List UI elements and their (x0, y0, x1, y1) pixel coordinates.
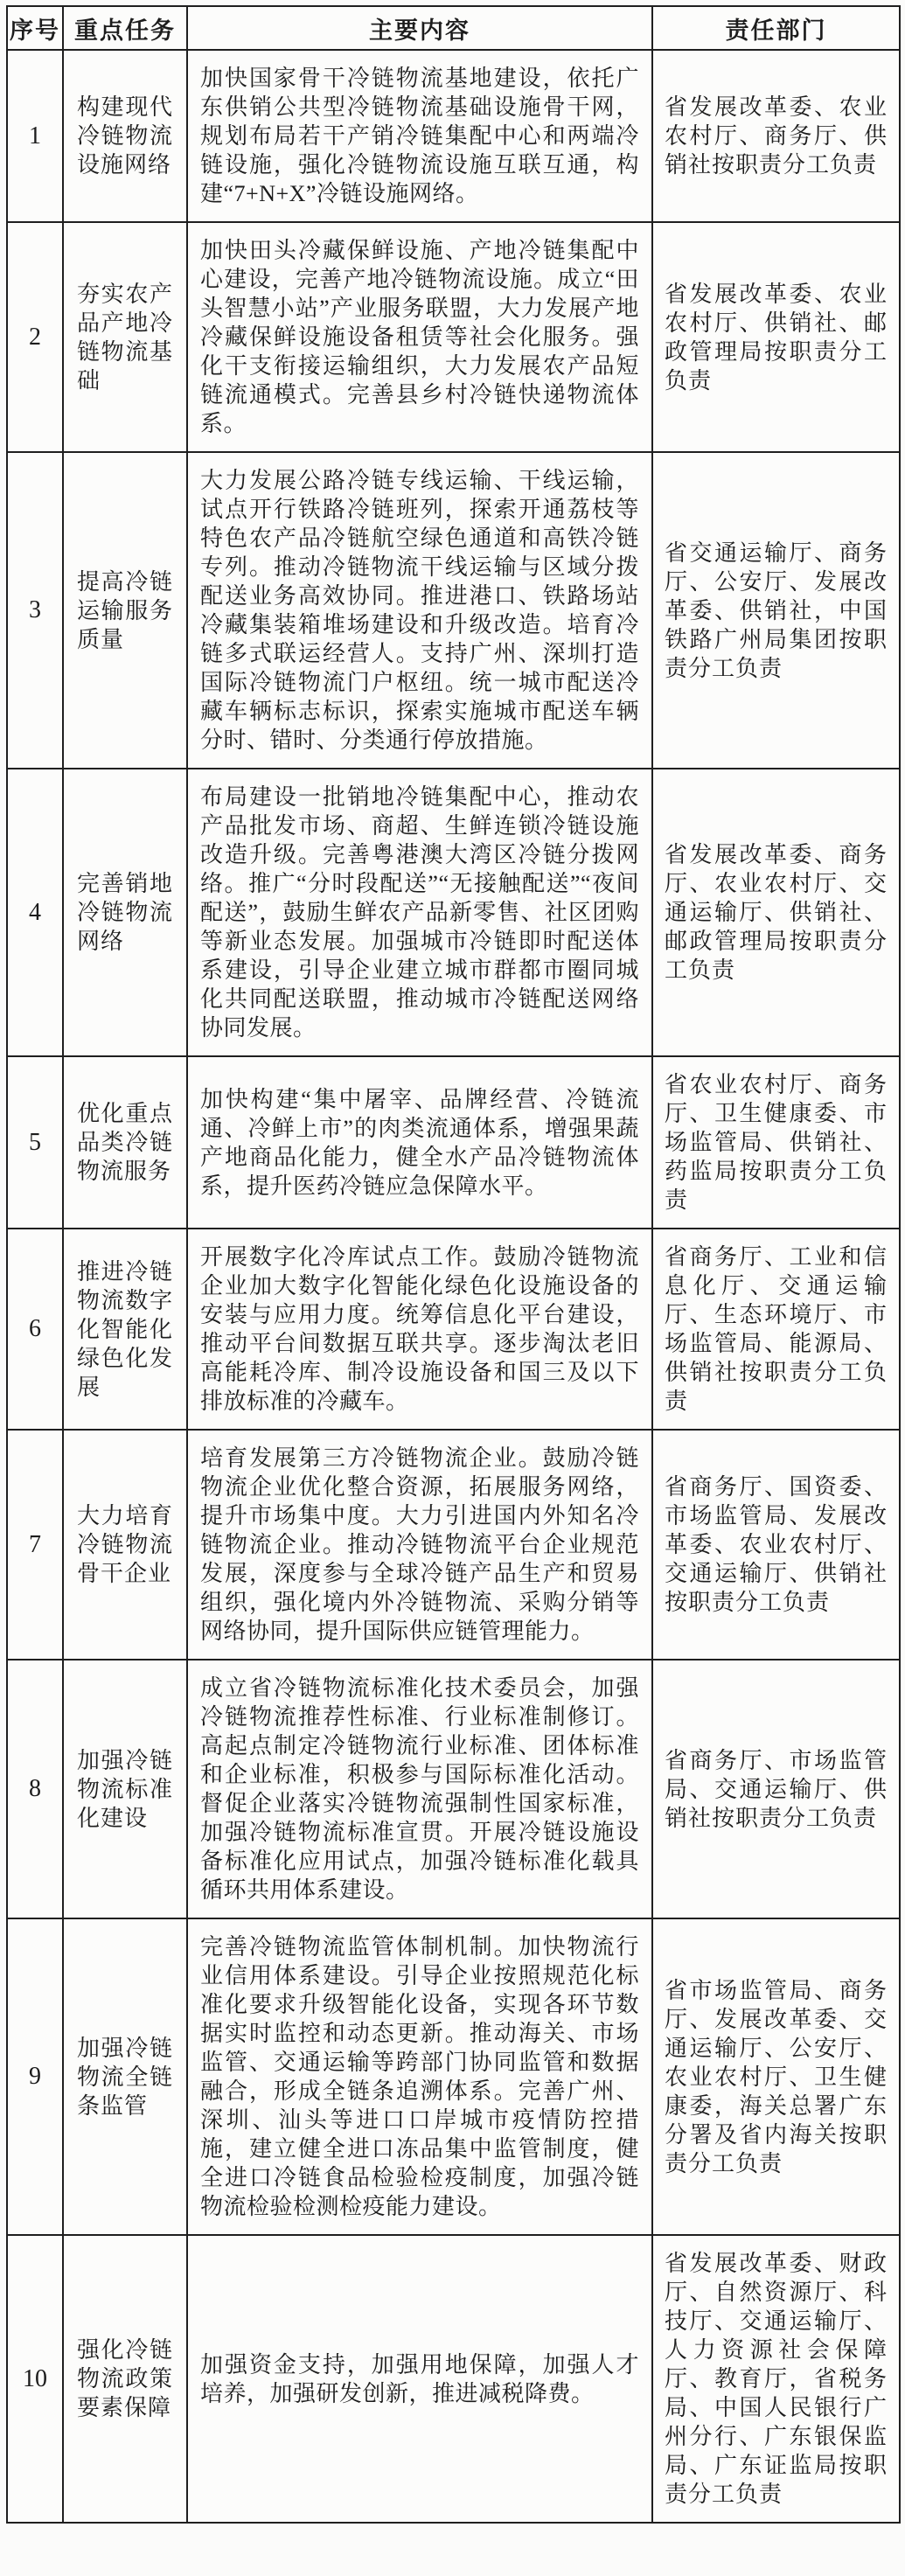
table-row (7, 1430, 900, 1660)
row-content: 培育发展第三方冷链物流企业。鼓励冷链物流企业优化整合资源，拓展服务网络，提升市场集中度。大力引进国内外知名冷链物流企业。推动冷链物流平台企业规范发展，深度参与全球冷链产品生产和贸易组织，强化境内外冷链物流、采购分销等网络协同，提升国际供应链管理能力。 (187, 1430, 652, 1660)
row-department: 省发展改革委、农业农村厅、商务厅、供销社按职责分工负责 (652, 50, 900, 222)
row-number: 7 (7, 1430, 63, 1660)
row-content: 开展数字化冷库试点工作。鼓励冷链物流企业加大数字化智能化绿色化设施设备的安装与应用力度。统筹信息化平台建设，推动平台间数据互联共享。逐步淘汰老旧高能耗冷库、制冷设施设备和国三及以下排放标准的冷藏车。 (187, 1229, 652, 1430)
row-content: 加快构建“集中屠宰、品牌经营、冷链流通、冷鲜上市”的肉类流通体系，增强果蔬产地商品化能力，健全水产品冷链物流体系，提升医药冷链应急保障水平。 (187, 1056, 652, 1229)
key-tasks-table (6, 5, 901, 2524)
row-number: 6 (7, 1229, 63, 1430)
row-department: 省商务厅、工业和信息化厅、交通运输厅、生态环境厅、市场监管局、能源局、供销社按职责分工负责 (652, 1229, 900, 1430)
row-number: 8 (7, 1660, 63, 1918)
row-task: 强化冷链物流政策要素保障 (63, 2235, 187, 2523)
row-task: 加强冷链物流标准化建设 (63, 1660, 187, 1918)
table-row (7, 1229, 900, 1430)
row-department: 省发展改革委、财政厅、自然资源厅、科技厅、交通运输厅、人力资源社会保障厅、教育厅，省税务局、中国人民银行广州分行、广东银保监局、广东证监局按职责分工负责 (652, 2235, 900, 2523)
column-header-department: 责任部门 (652, 6, 900, 50)
row-number: 9 (7, 1918, 63, 2235)
row-task: 推进冷链物流数字化智能化绿色化发展 (63, 1229, 187, 1430)
table-row (7, 452, 900, 769)
table-row (7, 1918, 900, 2235)
table-row (7, 1056, 900, 1229)
row-department: 省商务厅、市场监管局、交通运输厅、供销社按职责分工负责 (652, 1660, 900, 1918)
row-content: 大力发展公路冷链专线运输、干线运输，试点开行铁路冷链班列，探索开通荔枝等特色农产品冷链航空绿色通道和高铁冷链专列。推动冷链物流干线运输与区域分拨配送业务高效协同。推进港口、铁路场站冷藏集装箱堆场建设和升级改造。培育冷链多式联运经营人。支持广州、深圳打造国际冷链物流门户枢纽。统一城市配送冷藏车辆标志标识，探索实施城市配送车辆分时、错时、分类通行停放措施。 (187, 452, 652, 769)
row-task: 加强冷链物流全链条监管 (63, 1918, 187, 2235)
table-body (7, 50, 900, 2523)
column-header-number: 序号 (7, 6, 63, 50)
row-department: 省商务厅、国资委、市场监管局、发展改革委、农业农村厅、交通运输厅、供销社按职责分工负责 (652, 1430, 900, 1660)
row-department: 省市场监管局、商务厅、发展改革委、交通运输厅、公安厅、农业农村厅、卫生健康委，海关总署广东分署及省内海关按职责分工负责 (652, 1918, 900, 2235)
row-task: 构建现代冷链物流设施网络 (63, 50, 187, 222)
table-header-row (7, 6, 900, 50)
row-task: 完善销地冷链物流网络 (63, 769, 187, 1056)
row-task: 夯实农产品产地冷链物流基础 (63, 222, 187, 452)
row-number: 10 (7, 2235, 63, 2523)
row-number: 5 (7, 1056, 63, 1229)
row-number: 1 (7, 50, 63, 222)
row-task: 优化重点品类冷链物流服务 (63, 1056, 187, 1229)
row-content: 布局建设一批销地冷链集配中心，推动农产品批发市场、商超、生鲜连锁冷链设施改造升级。完善粤港澳大湾区冷链分拨网络。推广“分时段配送”“无接触配送”“夜间配送”，鼓励生鲜农产品新零售、社区团购等新业态发展。加强城市冷链即时配送体系建设，引导企业建立城市群都市圈同城化共同配送联盟，推动城市冷链配送网络协同发展。 (187, 769, 652, 1056)
row-department: 省交通运输厅、商务厅、公安厅、发展改革委、供销社，中国铁路广州局集团按职责分工负责 (652, 452, 900, 769)
row-content: 加快国家骨干冷链物流基地建设，依托广东供销公共型冷链物流基础设施骨干网，规划布局若干产销冷链集配中心和两端冷链设施，强化冷链物流设施互联互通，构建“7+N+X”冷链设施网络。 (187, 50, 652, 222)
table-row (7, 1660, 900, 1918)
row-number: 4 (7, 769, 63, 1056)
row-content: 加强资金支持，加强用地保障，加强人才培养，加强研发创新，推进减税降费。 (187, 2235, 652, 2523)
column-header-content: 主要内容 (187, 6, 652, 50)
row-task: 提高冷链运输服务质量 (63, 452, 187, 769)
row-department: 省农业农村厅、商务厅、卫生健康委、市场监管局、供销社、药监局按职责分工负责 (652, 1056, 900, 1229)
table-row (7, 222, 900, 452)
table-row (7, 769, 900, 1056)
row-task: 大力培育冷链物流骨干企业 (63, 1430, 187, 1660)
row-content: 成立省冷链物流标准化技术委员会，加强冷链物流推荐性标准、行业标准制修订。高起点制定冷链物流行业标准、团体标准和企业标准，积极参与国际标准化活动。督促企业落实冷链物流强制性国家标准，加强冷链物流标准宣贯。开展冷链设施设备标准化应用试点，加强冷链标准化载具循环共用体系建设。 (187, 1660, 652, 1918)
row-number: 2 (7, 222, 63, 452)
column-header-task: 重点任务 (63, 6, 187, 50)
row-number: 3 (7, 452, 63, 769)
row-content: 加快田头冷藏保鲜设施、产地冷链集配中心建设，完善产地冷链物流设施。成立“田头智慧小站”产业服务联盟，大力发展产地冷藏保鲜设施设备租赁等社会化服务。强化干支衔接运输组织，大力发展农产品短链流通模式。完善县乡村冷链快递物流体系。 (187, 222, 652, 452)
row-department: 省发展改革委、商务厅、农业农村厅、交通运输厅、供销社、邮政管理局按职责分工负责 (652, 769, 900, 1056)
row-content: 完善冷链物流监管体制机制。加快物流行业信用体系建设。引导企业按照规范化标准化要求升级智能化设备，实现各环节数据实时监控和动态更新。推动海关、市场监管、交通运输等跨部门协同监管和数据融合，形成全链条追溯体系。完善广州、深圳、汕头等进口口岸城市疫情防控措施，建立健全进口冻品集中监管制度，健全进口冷链食品检验检疫制度，加强冷链物流检验检测检疫能力建设。 (187, 1918, 652, 2235)
table-row (7, 50, 900, 222)
table-row (7, 2235, 900, 2523)
row-department: 省发展改革委、农业农村厅、供销社、邮政管理局按职责分工负责 (652, 222, 900, 452)
